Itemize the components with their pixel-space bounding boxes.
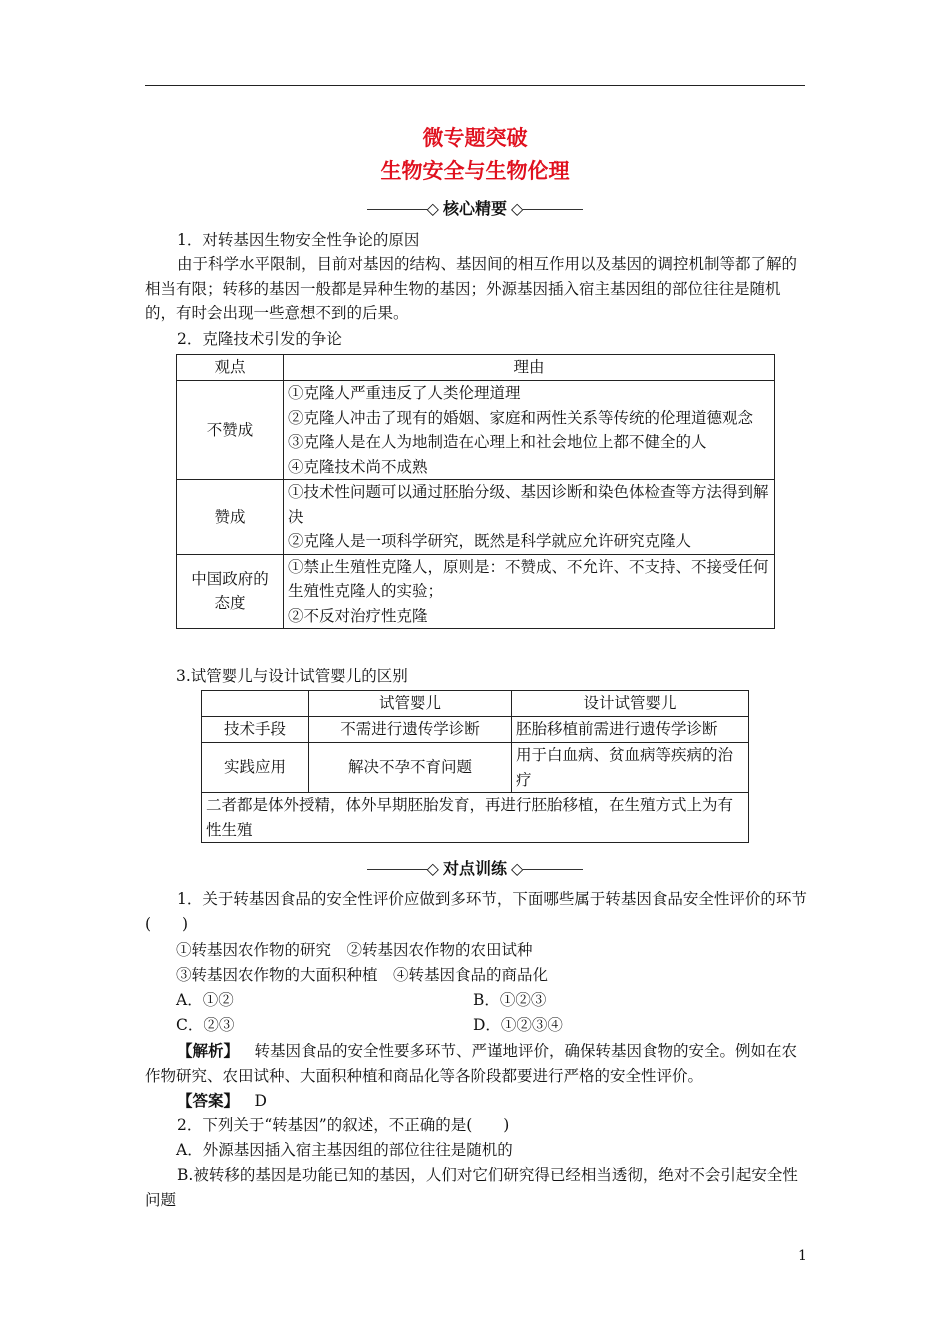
table-cell: 中国政府的态度 bbox=[177, 554, 284, 629]
analysis-tag: 【解析】 bbox=[177, 1042, 240, 1060]
table-cell: 赞成 bbox=[177, 480, 284, 555]
reason-line: ①禁止生殖性克隆人，原则是：不赞成、不允许、不支持、不接受任何生殖性克隆人的实验； bbox=[288, 557, 769, 600]
question-1-statements: ③转基因农作物的大面积种植 ④转基因食品的商品化 bbox=[176, 966, 549, 984]
answer-tag: 【答案】 bbox=[177, 1092, 240, 1110]
reason-line: ①技术性问题可以通过胚胎分级、基因诊断和染色体检查等方法得到解决 bbox=[288, 483, 769, 526]
diamond-icon: ◇ bbox=[511, 199, 524, 218]
divider-line bbox=[367, 209, 427, 210]
question-1-analysis bbox=[145, 1039, 807, 1088]
table-cell: 不赞成 bbox=[177, 381, 284, 480]
question-1-answer bbox=[145, 1089, 807, 1114]
section-label: 对点训练 bbox=[442, 859, 507, 878]
question-2-option-a: A．外源基因插入宿主基因组的部位往往是随机的 bbox=[176, 1141, 513, 1159]
page-number: 1 bbox=[798, 1248, 807, 1264]
table-cell: 用于白血病、贫血病等疾病的治疗 bbox=[512, 743, 749, 793]
item1-body: 由于科学水平限制，目前对基因的结构、基因间的相互作用以及基因的调控机制等都了解的相当有限；转移的基因一般都是异种生物的基因；外源基因插入宿主基因组的部位往往是随机的，有时会出现一些意想不到的后果。 bbox=[145, 255, 798, 322]
cloning-debate-table bbox=[176, 354, 775, 629]
option-a: A．①② bbox=[176, 991, 234, 1009]
diamond-icon: ◇ bbox=[511, 859, 524, 878]
answer-text: D bbox=[254, 1092, 267, 1110]
question-1-statements: ①转基因农作物的研究 ②转基因农作物的农田试种 bbox=[176, 941, 533, 959]
table-cell bbox=[202, 691, 309, 717]
table-cell: 技术手段 bbox=[202, 717, 309, 743]
reason-line: ②不反对治疗性克隆 bbox=[288, 606, 428, 625]
table-cell: 胚胎移植前需进行遗传学诊断 bbox=[512, 717, 749, 743]
reason-line: ②克隆人冲击了现有的婚姻、家庭和两性关系等传统的伦理道德观念 bbox=[288, 408, 754, 427]
diamond-icon: ◇ bbox=[426, 199, 439, 218]
item1-title: 1．对转基因生物安全性争论的原因 bbox=[177, 231, 420, 249]
table-cell bbox=[284, 381, 775, 480]
section-label: 核心精要 bbox=[442, 199, 507, 218]
option-d: D．①②③④ bbox=[473, 1016, 563, 1034]
table-cell bbox=[284, 480, 775, 555]
page-subtitle: 生物安全与生物伦理 bbox=[380, 159, 570, 183]
page-title: 微专题突破 bbox=[422, 126, 528, 150]
section-heading-training bbox=[0, 856, 950, 879]
diamond-icon: ◇ bbox=[426, 859, 439, 878]
question-2-option-b: B.被转移的基因是功能已知的基因，人们对它们研究得已经相当透彻，绝对不会引起安全性问题 bbox=[145, 1166, 798, 1209]
item3-title: 3.试管婴儿与设计试管婴儿的区别 bbox=[176, 667, 408, 685]
option-b: B．①②③ bbox=[473, 991, 547, 1009]
header-rule bbox=[145, 85, 805, 86]
question-2-stem: 2．下列关于“转基因”的叙述，不正确的是( ) bbox=[177, 1116, 510, 1134]
table-header: 观点 bbox=[177, 355, 284, 381]
section-heading-core bbox=[0, 196, 950, 219]
table-cell: 不需进行遗传学诊断 bbox=[309, 717, 512, 743]
reason-line: ①克隆人严重违反了人类伦理道理 bbox=[288, 384, 521, 402]
divider-line bbox=[367, 869, 427, 870]
table-cell bbox=[284, 554, 775, 629]
reason-line: ③克隆人是在人为地制造在心理上和社会地位上都不健全的人 bbox=[288, 433, 707, 451]
divider-line bbox=[523, 869, 583, 870]
table-header: 设计试管婴儿 bbox=[512, 691, 749, 717]
reason-line: ②克隆人是一项科学研究，既然是科学就应允许研究克隆人 bbox=[288, 532, 692, 550]
analysis-text: 转基因食品的安全性要多环节、严谨地评价，确保转基因食物的安全。例如在农作物研究、农田试种、大面积种植和商品化等各阶段都要进行严格的安全性评价。 bbox=[145, 1042, 798, 1085]
option-c: C．②③ bbox=[176, 1016, 235, 1034]
item2-title: 2．克隆技术引发的争论 bbox=[177, 330, 342, 348]
divider-line bbox=[523, 209, 583, 210]
ivf-comparison-table bbox=[201, 690, 749, 843]
table-cell: 实践应用 bbox=[202, 743, 309, 793]
table-cell: 解决不孕不育问题 bbox=[309, 743, 512, 793]
table-header: 试管婴儿 bbox=[309, 691, 512, 717]
reason-line: ④克隆技术尚不成熟 bbox=[288, 457, 428, 476]
table-header: 理由 bbox=[284, 355, 775, 381]
table-note: 二者都是体外授精，体外早期胚胎发育，再进行胚胎移植，在生殖方式上为有性生殖 bbox=[202, 793, 749, 843]
question-1-stem: 1．关于转基因食品的安全性评价应做到多环节，下面哪些属于转基因食品安全性评价的环节( ) bbox=[145, 890, 807, 933]
